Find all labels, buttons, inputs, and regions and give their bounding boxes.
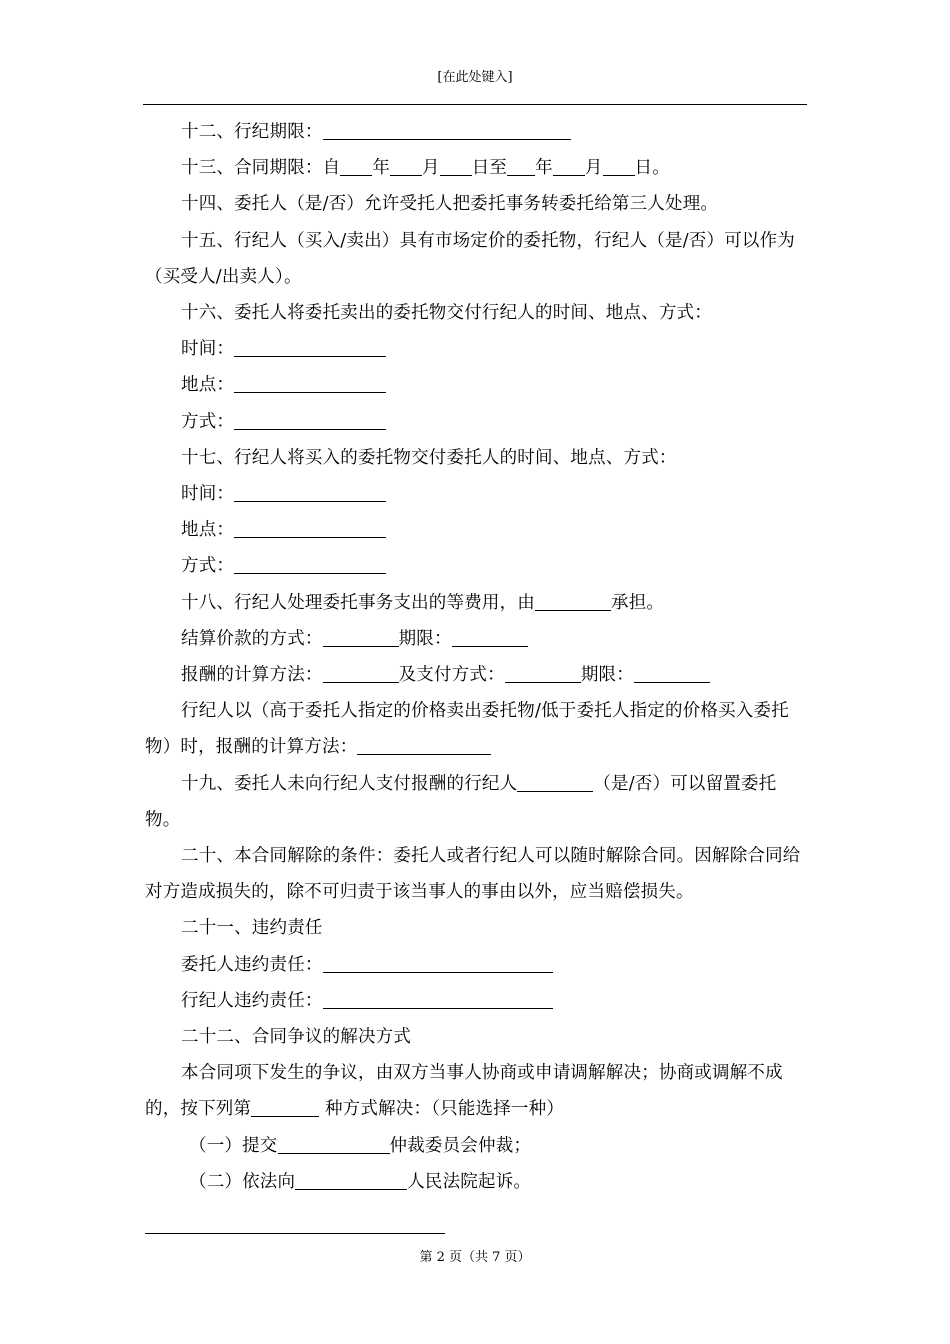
- clause-21-broker: 行纪人违约责任：: [145, 983, 807, 1019]
- blank-field[interactable]: [340, 157, 372, 176]
- blank-field[interactable]: [234, 410, 386, 429]
- blank-field[interactable]: [234, 374, 386, 393]
- clause-19: 十九、委托人未向行纪人支付报酬的行纪人 （是/否）可以留置委托物。: [145, 773, 777, 830]
- blank-field[interactable]: [357, 736, 491, 755]
- blank-field[interactable]: [295, 1171, 407, 1190]
- blank-field[interactable]: [603, 157, 635, 176]
- blank-field[interactable]: [323, 990, 553, 1009]
- blank-field[interactable]: [634, 664, 710, 683]
- page-header: [在此处键入]: [437, 70, 513, 85]
- blank-field[interactable]: [234, 483, 386, 502]
- blank-field[interactable]: [505, 664, 581, 683]
- blank-field[interactable]: [323, 953, 553, 972]
- blank-field[interactable]: [507, 157, 535, 176]
- blank-field[interactable]: [390, 157, 422, 176]
- blank-field[interactable]: [535, 591, 611, 610]
- blank-field[interactable]: [234, 519, 386, 538]
- footer-divider: [145, 1233, 445, 1234]
- clause-12: 十二、行纪期限：: [145, 114, 807, 150]
- clause-17-place: 地点：: [145, 512, 807, 548]
- blank-field[interactable]: [323, 627, 399, 646]
- clause-13: 十三、合同期限：自 年 月 日至 年 月 日。: [181, 158, 670, 179]
- clause-18: 十八、行纪人处理委托事务支出的等费用，由 承担。: [181, 592, 665, 613]
- blank-field[interactable]: [553, 157, 585, 176]
- clause-20: 二十、本合同解除的条件：委托人或者行纪人可以随时解除合同。因解除合同给对方造成损失的，除不可归责于该当事人的事由以外，应当赔偿损失。: [145, 846, 801, 903]
- blank-field[interactable]: [323, 664, 399, 683]
- blank-field[interactable]: [323, 121, 571, 140]
- blank-field[interactable]: [517, 772, 593, 791]
- clause-15: 十五、行纪人（买入/卖出）具有市场定价的委托物，行纪人（是/否）可以作为（买受人/出卖人）。: [145, 230, 795, 287]
- blank-field[interactable]: [251, 1098, 319, 1117]
- clause-16-time: 时间：: [145, 331, 807, 367]
- clause-16-place: 地点：: [145, 367, 807, 403]
- reward-line: 报酬的计算方法： 及支付方式： 期限：: [145, 657, 807, 693]
- clause-16-method: 方式：: [145, 404, 807, 440]
- header-divider: [143, 104, 807, 105]
- option-court: （二）依法向 人民法院起诉。: [189, 1171, 532, 1192]
- clause-17-method: 方式：: [145, 548, 807, 584]
- option-arbitration: （一）提交 仲裁委员会仲裁；: [189, 1135, 532, 1156]
- blank-field[interactable]: [278, 1134, 390, 1153]
- clause-14: 十四、委托人（是/否）允许受托人把委托事务转委托给第三人处理。: [181, 194, 719, 215]
- page-footer: 第 2 页（共 7 页）: [419, 1250, 531, 1265]
- clause-16: 十六、委托人将委托卖出的委托物交付行纪人的时间、地点、方式：: [181, 303, 712, 324]
- clause-21-client: 委托人违约责任：: [145, 947, 807, 983]
- clause-22: 二十二、合同争议的解决方式: [181, 1027, 412, 1048]
- clause-17-time: 时间：: [145, 476, 807, 512]
- settlement-line: 结算价款的方式： 期限：: [145, 621, 807, 657]
- blank-field[interactable]: [234, 555, 386, 574]
- blank-field[interactable]: [440, 157, 472, 176]
- clause-17: 十七、行纪人将买入的委托物交付委托人的时间、地点、方式：: [181, 447, 677, 468]
- clause-21: 二十一、违约责任: [181, 918, 323, 939]
- document-body: [145, 114, 807, 1200]
- blank-field[interactable]: [452, 627, 528, 646]
- blank-field[interactable]: [234, 338, 386, 357]
- clause-22-text: 本合同项下发生的争议，由双方当事人协商或申请调解解决；协商或调解不成的，按下列第 种方式解决：（只能选择一种）: [145, 1063, 783, 1120]
- reward-price-line: 行纪人以（高于委托人指定的价格卖出委托物/低于委托人指定的价格买入委托物）时，报酬的计算方法：: [145, 701, 789, 758]
